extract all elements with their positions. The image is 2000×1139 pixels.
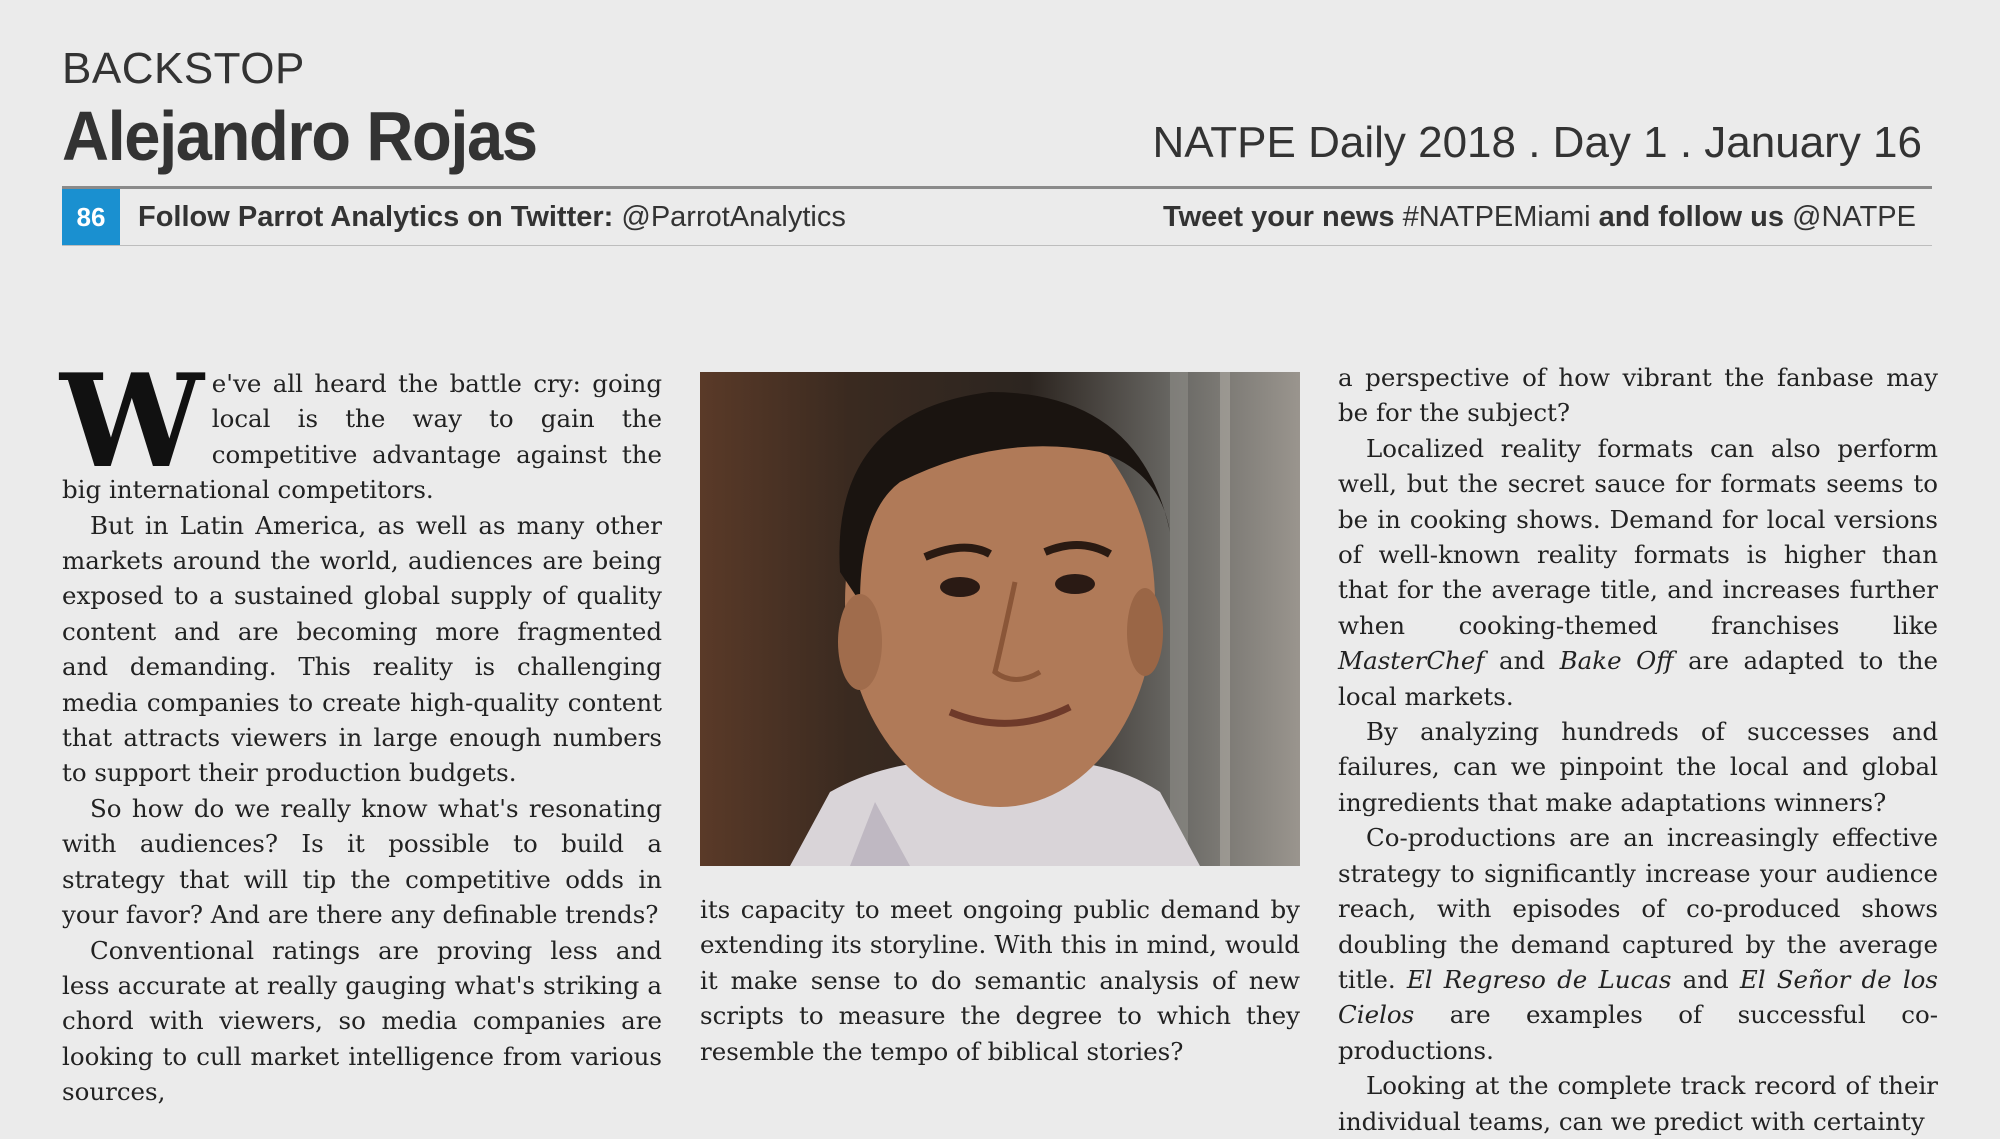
article-paragraph — [1338, 820, 1938, 1068]
drop-cap: W — [60, 347, 204, 497]
author-name: Alejandro Rojas — [62, 97, 537, 175]
social-banner — [62, 186, 1932, 246]
follow-parrot — [138, 201, 846, 234]
follow-parrot-label: Follow Parrot Analytics on Twitter: — [138, 201, 614, 233]
article-paragraph: By analyzing hundreds of successes and failures, can we pinpoint the local and global ingredients that make adaptations winners? — [1338, 717, 1938, 817]
article-paragraph — [60, 347, 662, 508]
paragraph-text: e've all heard the battle cry: going local is the way to gain the competitive advantage against the big international competitors. — [62, 369, 662, 505]
show-title: El Señor de los Cielos — [1338, 964, 1938, 1030]
page-number: 86 — [62, 189, 120, 245]
follow-us-label: and follow us — [1598, 201, 1784, 233]
article-column-1 — [60, 347, 662, 1110]
article-paragraph: Conventional ratings are proving less and less accurate at really gauging what's striking a chord with viewers, so media companies are looking to cull market intelligence from various sources, — [62, 935, 662, 1107]
paragraph-text: are examples of successful co-productions. — [1338, 1000, 1938, 1065]
show-title: Bake Off — [1559, 646, 1674, 676]
show-title: El Regreso de Lucas — [1406, 964, 1672, 994]
paragraph-text: and — [1671, 964, 1740, 994]
article-paragraph: So how do we really know what's resonating with audiences? Is it possible to build a strategy that will tip the competitive odds in your favor? And are there any definable trends? — [62, 793, 662, 930]
portrait-illustration — [700, 372, 1300, 866]
article-column-2 — [700, 892, 1300, 1069]
article-column-3 — [1338, 360, 1938, 1139]
follow-natpe — [1163, 201, 1916, 234]
paragraph-text: and — [1484, 646, 1560, 676]
section-label: BACKSTOP — [62, 44, 305, 93]
parrot-handle-link[interactable]: @ParrotAnalytics — [621, 201, 846, 233]
paragraph-text: Localized reality formats can also perform well, but the secret sauce for formats seems to be in cooking shows. Demand for local versions of well-known reality formats is higher than that for the average title, and increases further when cooking-themed franchises like — [1338, 433, 1938, 640]
paragraph-text: are adapted to the local markets. — [1338, 646, 1938, 711]
issue-info: NATPE Daily 2018 . Day 1 . January 16 — [1152, 118, 1922, 167]
article-paragraph: Looking at the complete track record of their individual teams, can we predict with certainty — [1338, 1071, 1938, 1136]
article-paragraph — [1338, 431, 1938, 714]
author-photo — [700, 372, 1300, 866]
natpe-handle-link[interactable]: @NATPE — [1792, 201, 1916, 233]
article-paragraph: But in Latin America, as well as many other markets around the world, audiences are being exposed to a sustained global supply of quality content and are becoming more fragmented and demanding. This reality is challenging media companies to create high-quality content that attracts viewers in large enough numbers to support their production budgets. — [62, 510, 662, 788]
natpe-hashtag-link[interactable]: #NATPEMiami — [1402, 201, 1591, 233]
article-paragraph: a perspective of how vibrant the fanbase may be for the subject? — [1338, 363, 1938, 428]
show-title: MasterChef — [1338, 646, 1485, 676]
paragraph-text: Co-productions are an increasingly effective strategy to significantly increase your audience reach, with episodes of co-produced shows doubling the demand captured by the average title. — [1338, 823, 1938, 994]
tweet-news-label: Tweet your news — [1163, 201, 1395, 233]
article-paragraph: its capacity to meet ongoing public demand by extending its storyline. With this in mind, would it make sense to do semantic analysis of new scripts to measure the degree to which they resemble the tempo of biblical stories? — [700, 895, 1300, 1066]
